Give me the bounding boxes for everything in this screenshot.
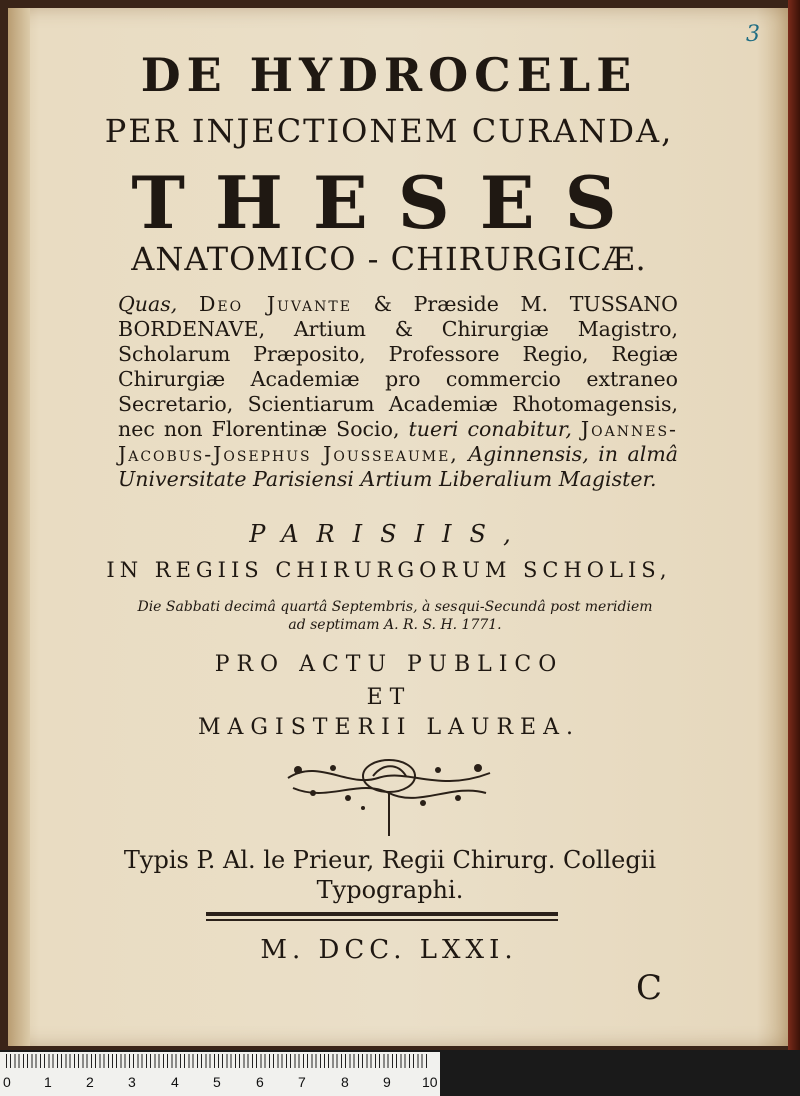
ruler-label: 3 [128,1074,136,1090]
quas-word: Quas, [118,292,178,316]
place-name: PARISIIS, [249,520,529,548]
publication-year: M. DCC. LXXI. [260,935,518,965]
school-name: IN REGIIS CHIRURGORUM SCHOLIS, [106,558,672,582]
floral-ornament [278,748,500,838]
ruler-label: 10 [422,1074,438,1090]
pro-actu-line: PRO ACTU PUBLICO [214,652,564,677]
magisterii-line: MAGISTERII LAUREA. [198,715,580,740]
title-line-4: ANATOMICO - CHIRURGICÆ. [131,240,647,278]
title-line-1: DE HYDROCELE [140,48,638,102]
printer-line: Typis P. Al. le Prieur, Regii Chirurg. Collegii Typographi. [123,846,657,904]
deo-juvante: Deo Juvante [199,292,352,316]
ruler-label: 5 [213,1074,221,1090]
et-line: ET [366,685,412,710]
binding-edge [788,0,800,1050]
ruler-label: 9 [383,1074,391,1090]
ruler-label: 2 [86,1074,94,1090]
tail-text: Aginnensis, in almâ Universitate Parisiensi Artium Liberalium Magister. [118,442,678,491]
ruler-label: 6 [256,1074,264,1090]
author-name: Joannes-Jacobus-Josephus Jousseaume, [118,417,678,466]
title-main: THESES [131,160,647,245]
ruler-label: 8 [341,1074,349,1090]
ruler-label: 7 [298,1074,306,1090]
page-number: 3 [746,22,760,47]
ruler-ticks [6,1054,430,1068]
page-gutter [8,8,30,1046]
ruler-label: 0 [3,1074,11,1090]
ruler-label: 1 [44,1074,52,1090]
ruler-labels [0,1074,440,1094]
tueri-text: tueri conabitur, [408,417,572,441]
dedication-paragraph [118,292,678,492]
praeside-text: & Præside M. TUSSANO BORDENAVE, Artium & Chirurgiæ Magistro, Scholarum Præposito, Professore Regio, Regiæ Chirurgiæ Academiæ pro commercio extraneo Secretario, Scientiarum Academiæ Rhotomagensis, nec non Florentinæ Socio, [118,292,678,441]
double-rule [206,912,558,924]
title-line-2: PER INJECTIONEM CURANDA, [104,112,674,150]
signature-mark: C [636,968,663,1008]
date-line: Die Sabbati decimâ quartâ Septembris, à sesqui-Secundâ post meridiem ad septimam A. R. S. H. 1771. [137,599,653,633]
ruler-label: 4 [171,1074,179,1090]
